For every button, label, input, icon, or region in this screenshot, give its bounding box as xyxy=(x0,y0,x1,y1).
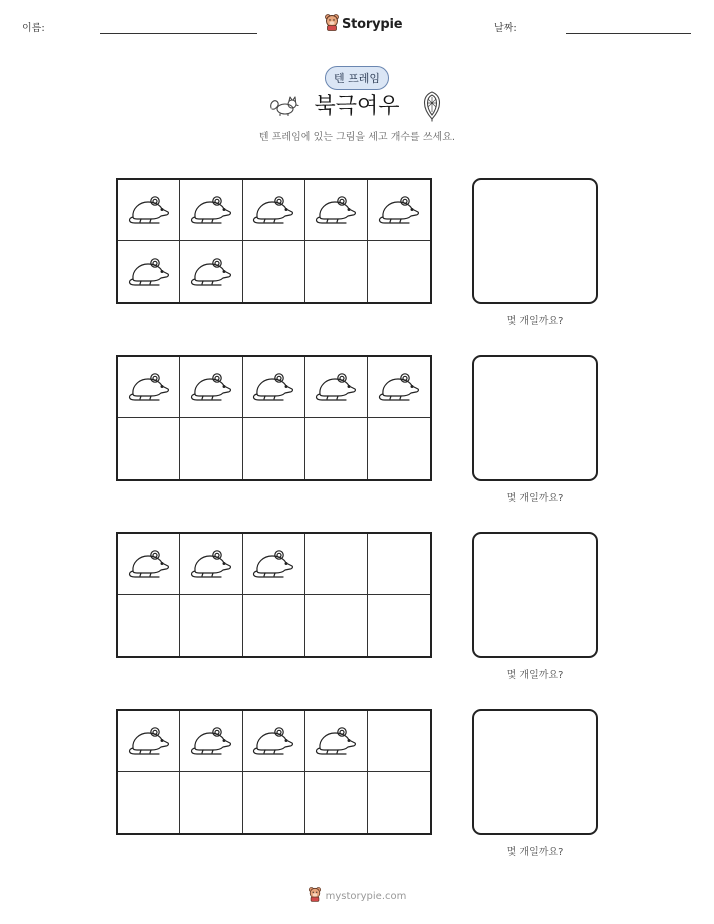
mouse-icon xyxy=(127,720,171,762)
ten-frame-cell xyxy=(180,418,242,479)
ten-frame-cell xyxy=(305,357,367,418)
ten-frame-cell xyxy=(305,241,367,302)
ten-frame-cell xyxy=(368,772,430,833)
name-line xyxy=(100,33,257,34)
ten-frame-cell xyxy=(180,357,242,418)
ten-frame xyxy=(116,532,432,658)
ten-frame xyxy=(116,178,432,304)
ten-frame-cell xyxy=(243,241,305,302)
question-label: 몇 개일까요? xyxy=(506,493,564,504)
answer-box[interactable] xyxy=(472,709,598,835)
answer-box[interactable] xyxy=(472,355,598,481)
ten-frame-cell xyxy=(243,418,305,479)
ten-frame-cell xyxy=(118,772,180,833)
ten-frame xyxy=(116,355,432,481)
mouse-icon xyxy=(377,366,421,408)
mouse-icon xyxy=(189,251,233,293)
ten-frame-cell xyxy=(118,357,180,418)
ten-frame-cell xyxy=(180,241,242,302)
topic-badge-label: 텐 프레임 xyxy=(333,72,380,85)
ten-frame-cell xyxy=(243,772,305,833)
bear-mascot-icon xyxy=(324,13,340,35)
ten-frame-cell xyxy=(118,711,180,772)
ten-frame-cell xyxy=(368,595,430,656)
topic-badge xyxy=(325,66,389,90)
ten-frame-cell xyxy=(118,180,180,241)
ten-frame-cell xyxy=(305,534,367,595)
footer-url[interactable]: mystorypie.com xyxy=(325,890,407,902)
mouse-icon xyxy=(377,189,421,231)
ten-frame-cell xyxy=(118,241,180,302)
answer-box[interactable] xyxy=(472,178,598,304)
ten-frame-cell xyxy=(180,180,242,241)
mouse-icon xyxy=(127,543,171,585)
ten-frame-cell xyxy=(368,357,430,418)
ten-frame xyxy=(116,709,432,835)
mouse-icon xyxy=(127,189,171,231)
brand-name: Storypie xyxy=(342,16,403,32)
snowshoe-icon xyxy=(419,90,445,126)
date-label: 날짜: xyxy=(494,23,517,34)
ten-frame-cell xyxy=(118,595,180,656)
mouse-icon xyxy=(314,366,358,408)
date-line xyxy=(566,33,691,34)
mouse-icon xyxy=(127,366,171,408)
ten-frame-cell xyxy=(305,711,367,772)
instructions xyxy=(0,128,714,143)
ten-frame-cell xyxy=(243,711,305,772)
arctic-fox-icon xyxy=(268,93,300,121)
ten-frame-cell xyxy=(305,180,367,241)
mouse-icon xyxy=(314,720,358,762)
mouse-icon xyxy=(251,720,295,762)
ten-frame-cell xyxy=(243,357,305,418)
ten-frame-cell xyxy=(368,241,430,302)
question-label: 몇 개일까요? xyxy=(506,847,564,858)
mouse-icon xyxy=(127,251,171,293)
ten-frame-cell xyxy=(305,772,367,833)
ten-frame-cell xyxy=(180,711,242,772)
ten-frame-cell xyxy=(118,418,180,479)
ten-frame-cell xyxy=(305,418,367,479)
ten-frame-cell xyxy=(180,772,242,833)
bear-mascot-icon xyxy=(308,886,322,906)
ten-frame-cell xyxy=(368,418,430,479)
ten-frame-cell xyxy=(243,180,305,241)
ten-frame-cell xyxy=(180,534,242,595)
ten-frame-cell xyxy=(368,534,430,595)
ten-frame-cell xyxy=(243,595,305,656)
page-title xyxy=(0,89,714,120)
ten-frame-cell xyxy=(305,595,367,656)
mouse-icon xyxy=(189,189,233,231)
question-label: 몇 개일까요? xyxy=(506,316,564,327)
question-label: 몇 개일까요? xyxy=(506,670,564,681)
mouse-icon xyxy=(251,366,295,408)
brand-logo xyxy=(324,13,402,35)
ten-frame-cell xyxy=(368,180,430,241)
ten-frame-cell xyxy=(243,534,305,595)
title-text: 북극여우 xyxy=(314,94,400,119)
mouse-icon xyxy=(189,543,233,585)
ten-frame-cell xyxy=(118,534,180,595)
mouse-icon xyxy=(251,543,295,585)
answer-box[interactable] xyxy=(472,532,598,658)
ten-frame-cell xyxy=(368,711,430,772)
name-label: 이름: xyxy=(22,23,45,34)
mouse-icon xyxy=(314,189,358,231)
footer xyxy=(0,886,714,906)
mouse-icon xyxy=(251,189,295,231)
mouse-icon xyxy=(189,720,233,762)
ten-frame-cell xyxy=(180,595,242,656)
instruction-text: 텐 프레임에 있는 그림을 세고 개수를 쓰세요. xyxy=(258,132,456,143)
mouse-icon xyxy=(189,366,233,408)
